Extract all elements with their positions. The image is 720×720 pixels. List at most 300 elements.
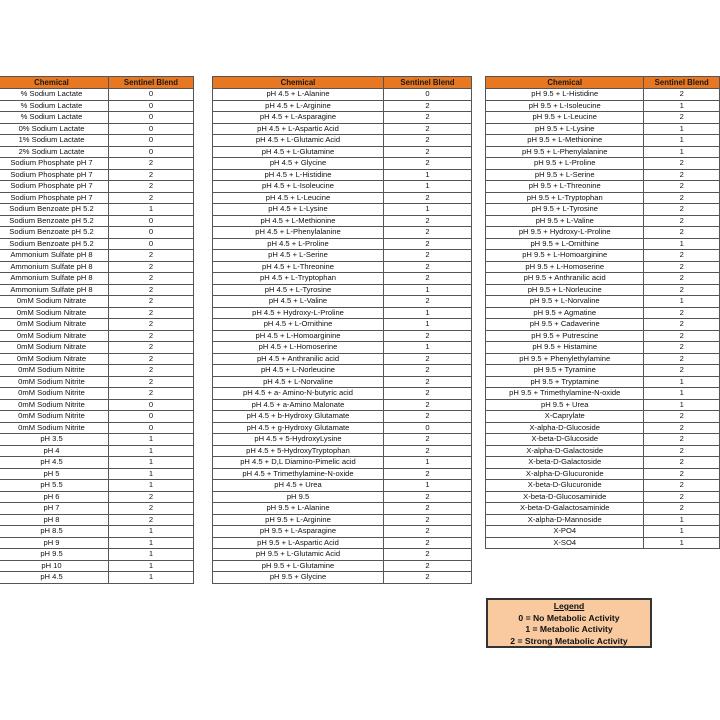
chemical-cell: pH 4.5 + Trimethylamine-N-oxide bbox=[213, 468, 384, 480]
table-row bbox=[213, 411, 472, 423]
sentinel-blend-cell: 2 bbox=[109, 353, 194, 365]
chemical-cell: pH 9.5 + L-Norvaline bbox=[486, 296, 644, 308]
chemical-cell: % Sodium Lactate bbox=[0, 89, 109, 101]
sentinel-blend-cell: 2 bbox=[384, 537, 472, 549]
sentinel-blend-cell: 2 bbox=[384, 468, 472, 480]
sentinel-blend-cell: 2 bbox=[644, 215, 720, 227]
sentinel-blend-cell: 2 bbox=[109, 376, 194, 388]
chemical-cell: pH 4.5 + g-Hydroxy Glutamate bbox=[213, 422, 384, 434]
sentinel-blend-cell: 2 bbox=[109, 503, 194, 515]
chemical-cell: pH 4.5 + Hydroxy-L-Proline bbox=[213, 307, 384, 319]
chemical-cell: pH 4.5 + L-Tryptophan bbox=[213, 273, 384, 285]
chemical-cell: 0mM Sodium Nitrite bbox=[0, 388, 109, 400]
chemical-cell: pH 9.5 + L-Alanine bbox=[213, 503, 384, 515]
chemical-cell: pH 4.5 + L-Valine bbox=[213, 296, 384, 308]
table-row bbox=[213, 422, 472, 434]
sentinel-blend-cell: 2 bbox=[644, 491, 720, 503]
sentinel-blend-cell: 1 bbox=[644, 526, 720, 538]
sentinel-blend-cell: 1 bbox=[644, 238, 720, 250]
chemical-cell: pH 9.5 + Cadaverine bbox=[486, 319, 644, 331]
table-row bbox=[213, 434, 472, 446]
chemical-cell: pH 8 bbox=[0, 514, 109, 526]
table-row bbox=[213, 284, 472, 296]
table-row bbox=[0, 422, 194, 434]
chemical-cell: X-Caprylate bbox=[486, 411, 644, 423]
table-row bbox=[486, 192, 720, 204]
chemical-cell: % Sodium Lactate bbox=[0, 100, 109, 112]
chemical-cell: 0mM Sodium Nitrite bbox=[0, 365, 109, 377]
sentinel-blend-cell: 0 bbox=[109, 411, 194, 423]
sentinel-blend-cell: 2 bbox=[109, 158, 194, 170]
chemical-cell: 0mM Sodium Nitrate bbox=[0, 319, 109, 331]
sentinel-blend-cell: 2 bbox=[384, 514, 472, 526]
sentinel-blend-cell: 0 bbox=[109, 100, 194, 112]
table-row bbox=[486, 238, 720, 250]
chemical-cell: X-beta-D-Glucosaminide bbox=[486, 491, 644, 503]
chemical-cell: X-PO4 bbox=[486, 526, 644, 538]
table-row bbox=[486, 89, 720, 101]
chemical-cell: pH 9.5 + L-Asparagine bbox=[213, 526, 384, 538]
column-header-chemical: Chemical bbox=[213, 77, 384, 89]
table-row bbox=[213, 526, 472, 538]
sentinel-blend-cell: 0 bbox=[109, 112, 194, 124]
table-row bbox=[0, 445, 194, 457]
table-row bbox=[486, 273, 720, 285]
chemical-cell: pH 4.5 + a-Amino Malonate bbox=[213, 399, 384, 411]
chemical-cell: pH 4.5 + Glycine bbox=[213, 158, 384, 170]
sentinel-blend-cell: 2 bbox=[109, 365, 194, 377]
table-row bbox=[486, 468, 720, 480]
table-row bbox=[486, 353, 720, 365]
chemical-cell: pH 4.5 + L-Aspartic Acid bbox=[213, 123, 384, 135]
chemical-cell: 2% Sodium Lactate bbox=[0, 146, 109, 158]
chemical-cell: pH 4.5 + L-Proline bbox=[213, 238, 384, 250]
table-row bbox=[486, 376, 720, 388]
table-row bbox=[486, 215, 720, 227]
table-row bbox=[0, 215, 194, 227]
sentinel-blend-cell: 2 bbox=[384, 123, 472, 135]
sentinel-blend-cell: 2 bbox=[384, 146, 472, 158]
table-row bbox=[213, 146, 472, 158]
table-row bbox=[0, 296, 194, 308]
chemical-cell: Ammonium Sulfate pH 8 bbox=[0, 261, 109, 273]
sentinel-blend-cell: 2 bbox=[109, 388, 194, 400]
chemical-cell: pH 4.5 + L-Ornithine bbox=[213, 319, 384, 331]
sentinel-blend-cell: 1 bbox=[384, 319, 472, 331]
chemical-cell: pH 9.5 bbox=[0, 549, 109, 561]
sentinel-blend-cell: 2 bbox=[644, 112, 720, 124]
table-row bbox=[213, 399, 472, 411]
sentinel-blend-cell: 1 bbox=[644, 135, 720, 147]
sentinel-blend-cell: 1 bbox=[644, 399, 720, 411]
sentinel-blend-cell: 2 bbox=[644, 284, 720, 296]
sentinel-blend-cell: 0 bbox=[109, 123, 194, 135]
column-header-sentinel-blend: Sentinel Blend bbox=[109, 77, 194, 89]
table-row bbox=[0, 89, 194, 101]
chemical-cell: 0mM Sodium Nitrite bbox=[0, 399, 109, 411]
table-row bbox=[213, 537, 472, 549]
sentinel-blend-cell: 2 bbox=[384, 238, 472, 250]
sentinel-blend-cell: 2 bbox=[109, 342, 194, 354]
chemical-cell: X-SO4 bbox=[486, 537, 644, 549]
sentinel-blend-cell: 1 bbox=[384, 284, 472, 296]
sentinel-blend-cell: 0 bbox=[109, 238, 194, 250]
chemical-cell: pH 9 bbox=[0, 537, 109, 549]
table-row bbox=[213, 457, 472, 469]
sentinel-blend-cell: 1 bbox=[109, 537, 194, 549]
sentinel-blend-cell: 2 bbox=[384, 376, 472, 388]
chemical-cell: pH 9.5 + L-Lysine bbox=[486, 123, 644, 135]
chemical-cell: pH 4.5 + L-Isoleucine bbox=[213, 181, 384, 193]
chemical-cell: X-alpha-D-Galactoside bbox=[486, 445, 644, 457]
column-header-chemical: Chemical bbox=[0, 77, 109, 89]
table-row bbox=[213, 319, 472, 331]
sentinel-blend-cell: 1 bbox=[644, 376, 720, 388]
chemical-cell: pH 9.5 + Histamine bbox=[486, 342, 644, 354]
chemical-cell: pH 7 bbox=[0, 503, 109, 515]
sentinel-blend-cell: 0 bbox=[109, 135, 194, 147]
table-row bbox=[213, 238, 472, 250]
chemical-cell: pH 4 bbox=[0, 445, 109, 457]
table-row bbox=[213, 376, 472, 388]
sentinel-blend-cell: 2 bbox=[384, 112, 472, 124]
table-row bbox=[486, 537, 720, 549]
chemical-cell: pH 9.5 + L-Arginine bbox=[213, 514, 384, 526]
chemical-cell: pH 9.5 + L-Proline bbox=[486, 158, 644, 170]
chemical-cell: pH 4.5 + Anthranilic acid bbox=[213, 353, 384, 365]
chemical-cell: X-beta-D-Galactoside bbox=[486, 457, 644, 469]
chemical-table-2 bbox=[212, 76, 472, 584]
chemical-cell: pH 4.5 bbox=[0, 572, 109, 584]
sentinel-blend-cell: 2 bbox=[109, 169, 194, 181]
chemical-cell: pH 9.5 + L-Histidine bbox=[486, 89, 644, 101]
table-row bbox=[213, 480, 472, 492]
chemical-cell: 0mM Sodium Nitrite bbox=[0, 376, 109, 388]
sentinel-blend-cell: 2 bbox=[644, 422, 720, 434]
table-row bbox=[0, 227, 194, 239]
sentinel-blend-cell: 2 bbox=[384, 353, 472, 365]
sentinel-blend-cell: 1 bbox=[384, 457, 472, 469]
sentinel-blend-cell: 2 bbox=[644, 480, 720, 492]
chemical-cell: pH 9.5 + L-Threonine bbox=[486, 181, 644, 193]
sentinel-blend-cell: 2 bbox=[384, 261, 472, 273]
table-row bbox=[486, 169, 720, 181]
sentinel-blend-cell: 2 bbox=[384, 330, 472, 342]
table-row bbox=[213, 158, 472, 170]
chemical-cell: pH 4.5 + L-Leucine bbox=[213, 192, 384, 204]
table-row bbox=[0, 284, 194, 296]
table-row bbox=[0, 330, 194, 342]
sentinel-blend-cell: 2 bbox=[384, 445, 472, 457]
sentinel-blend-cell: 2 bbox=[384, 399, 472, 411]
chemical-cell: pH 4.5 + 5-HydroxyTryptophan bbox=[213, 445, 384, 457]
table-row bbox=[213, 388, 472, 400]
table-row bbox=[0, 560, 194, 572]
column-header-sentinel-blend: Sentinel Blend bbox=[384, 77, 472, 89]
chemical-cell: pH 9.5 + Putrescine bbox=[486, 330, 644, 342]
chemical-cell: pH 4.5 + L-Tyrosine bbox=[213, 284, 384, 296]
table-row bbox=[486, 399, 720, 411]
table-row bbox=[486, 158, 720, 170]
table-row bbox=[213, 169, 472, 181]
sentinel-blend-cell: 2 bbox=[109, 491, 194, 503]
chemical-cell: pH 4.5 + L-Methionine bbox=[213, 215, 384, 227]
sentinel-blend-cell: 2 bbox=[384, 250, 472, 262]
table-row bbox=[213, 215, 472, 227]
table-row bbox=[486, 135, 720, 147]
table-row bbox=[486, 330, 720, 342]
chemical-cell: pH 9.5 + L-Methionine bbox=[486, 135, 644, 147]
sentinel-blend-cell: 1 bbox=[384, 307, 472, 319]
chemical-cell: pH 3.5 bbox=[0, 434, 109, 446]
table-row bbox=[213, 273, 472, 285]
sentinel-blend-cell: 2 bbox=[644, 457, 720, 469]
chemical-cell: pH 9.5 + Anthranilic acid bbox=[486, 273, 644, 285]
sentinel-blend-cell: 2 bbox=[644, 319, 720, 331]
sentinel-blend-cell: 2 bbox=[644, 434, 720, 446]
chemical-table-3 bbox=[485, 76, 720, 549]
table-row bbox=[486, 491, 720, 503]
table-row bbox=[486, 434, 720, 446]
sentinel-blend-cell: 2 bbox=[644, 192, 720, 204]
table-row bbox=[486, 112, 720, 124]
sentinel-blend-cell: 2 bbox=[644, 261, 720, 273]
sentinel-blend-cell: 2 bbox=[384, 158, 472, 170]
chemical-cell: pH 9.5 + L-Serine bbox=[486, 169, 644, 181]
chemical-cell: 1% Sodium Lactate bbox=[0, 135, 109, 147]
table-row bbox=[0, 365, 194, 377]
chemical-cell: pH 4.5 + L-Norleucine bbox=[213, 365, 384, 377]
chemical-cell: pH 9.5 + Phenylethylamine bbox=[486, 353, 644, 365]
table-row bbox=[0, 123, 194, 135]
chemical-cell: X-beta-D-Glucoside bbox=[486, 434, 644, 446]
chemical-cell: pH 9.5 + Tyramine bbox=[486, 365, 644, 377]
sentinel-blend-cell: 2 bbox=[384, 388, 472, 400]
table-row bbox=[486, 307, 720, 319]
chemical-cell: pH 6 bbox=[0, 491, 109, 503]
table-row bbox=[213, 192, 472, 204]
sentinel-blend-cell: 2 bbox=[384, 411, 472, 423]
table-row bbox=[0, 526, 194, 538]
table-row bbox=[486, 388, 720, 400]
chemical-cell: Ammonium Sulfate pH 8 bbox=[0, 250, 109, 262]
sentinel-blend-cell: 1 bbox=[109, 480, 194, 492]
chemical-cell: pH 9.5 + L-Glutamine bbox=[213, 560, 384, 572]
sentinel-blend-cell: 2 bbox=[384, 526, 472, 538]
chemical-cell: X-beta-D-Glucuronide bbox=[486, 480, 644, 492]
chemical-cell: pH 4.5 + 5-HydroxyLysine bbox=[213, 434, 384, 446]
sentinel-blend-cell: 2 bbox=[644, 365, 720, 377]
chemical-cell: pH 9.5 + Glycine bbox=[213, 572, 384, 584]
chemical-cell: Sodium Phosphate pH 7 bbox=[0, 158, 109, 170]
table-row bbox=[0, 434, 194, 446]
chemical-cell: 0% Sodium Lactate bbox=[0, 123, 109, 135]
chemical-cell: pH 4.5 + L-Phenylalanine bbox=[213, 227, 384, 239]
table-row bbox=[0, 399, 194, 411]
chemical-cell: pH 9.5 + L-Isoleucine bbox=[486, 100, 644, 112]
table-row bbox=[213, 330, 472, 342]
table-row bbox=[0, 307, 194, 319]
legend-item-1: 1 = Metabolic Activity bbox=[525, 624, 613, 634]
table-row bbox=[0, 112, 194, 124]
sentinel-blend-cell: 2 bbox=[384, 549, 472, 561]
chemical-cell: pH 9.5 + L-Tyrosine bbox=[486, 204, 644, 216]
table-row bbox=[486, 445, 720, 457]
sentinel-blend-cell: 2 bbox=[644, 250, 720, 262]
sentinel-blend-cell: 1 bbox=[384, 204, 472, 216]
sentinel-blend-cell: 2 bbox=[644, 273, 720, 285]
table-row bbox=[213, 296, 472, 308]
chemical-cell: pH 4.5 + L-Threonine bbox=[213, 261, 384, 273]
table-row bbox=[213, 204, 472, 216]
sentinel-blend-cell: 1 bbox=[644, 388, 720, 400]
chemical-cell: X-alpha-D-Glucoside bbox=[486, 422, 644, 434]
chemical-cell: Sodium Benzoate pH 5.2 bbox=[0, 204, 109, 216]
table-row bbox=[213, 342, 472, 354]
table-row bbox=[0, 204, 194, 216]
chemical-cell: pH 5.5 bbox=[0, 480, 109, 492]
table-row bbox=[0, 537, 194, 549]
chemical-cell: pH 9.5 + L-Phenylalanine bbox=[486, 146, 644, 158]
table-row bbox=[0, 238, 194, 250]
table-row bbox=[213, 227, 472, 239]
sentinel-blend-cell: 2 bbox=[109, 261, 194, 273]
column-header-chemical: Chemical bbox=[486, 77, 644, 89]
table-row bbox=[0, 273, 194, 285]
table-row bbox=[486, 284, 720, 296]
table-row bbox=[213, 123, 472, 135]
table-row bbox=[213, 135, 472, 147]
table-row bbox=[0, 480, 194, 492]
chemical-cell: Sodium Phosphate pH 7 bbox=[0, 169, 109, 181]
legend-box bbox=[486, 598, 652, 648]
chemical-cell: Sodium Phosphate pH 7 bbox=[0, 181, 109, 193]
table-row bbox=[486, 411, 720, 423]
sentinel-blend-cell: 0 bbox=[384, 89, 472, 101]
sentinel-blend-cell: 1 bbox=[109, 572, 194, 584]
table-row bbox=[486, 100, 720, 112]
table-row bbox=[0, 100, 194, 112]
chemical-cell: 0mM Sodium Nitrite bbox=[0, 411, 109, 423]
sentinel-blend-cell: 2 bbox=[644, 330, 720, 342]
chemical-cell: pH 4.5 + L-Serine bbox=[213, 250, 384, 262]
chemical-cell: pH 9.5 + L-Valine bbox=[486, 215, 644, 227]
table-row bbox=[0, 342, 194, 354]
chemical-cell: pH 9.5 + L-Aspartic Acid bbox=[213, 537, 384, 549]
table-row bbox=[486, 181, 720, 193]
legend-item-2: 2 = Strong Metabolic Activity bbox=[510, 635, 628, 646]
sentinel-blend-cell: 1 bbox=[384, 181, 472, 193]
table-row bbox=[213, 261, 472, 273]
sentinel-blend-cell: 1 bbox=[109, 560, 194, 572]
chemical-cell: pH 4.5 + L-Homoarginine bbox=[213, 330, 384, 342]
sentinel-blend-cell: 2 bbox=[109, 330, 194, 342]
table-row bbox=[486, 250, 720, 262]
chemical-cell: pH 9.5 + L-Tryptophan bbox=[486, 192, 644, 204]
sentinel-blend-cell: 1 bbox=[644, 537, 720, 549]
sentinel-blend-cell: 2 bbox=[384, 192, 472, 204]
chemical-cell: pH 4.5 + L-Norvaline bbox=[213, 376, 384, 388]
chemical-cell: pH 9.5 + L-Homoarginine bbox=[486, 250, 644, 262]
chemical-cell: % Sodium Lactate bbox=[0, 112, 109, 124]
chemical-cell: pH 9.5 bbox=[213, 491, 384, 503]
sentinel-blend-cell: 1 bbox=[384, 480, 472, 492]
sentinel-blend-cell: 2 bbox=[109, 514, 194, 526]
table-row bbox=[0, 549, 194, 561]
table-row bbox=[0, 411, 194, 423]
table-row bbox=[213, 560, 472, 572]
sentinel-blend-cell: 0 bbox=[109, 146, 194, 158]
sentinel-blend-cell: 2 bbox=[644, 411, 720, 423]
sentinel-blend-cell: 1 bbox=[109, 526, 194, 538]
sentinel-blend-cell: 2 bbox=[384, 296, 472, 308]
sentinel-blend-cell: 2 bbox=[384, 227, 472, 239]
table-row bbox=[0, 319, 194, 331]
sentinel-blend-cell: 2 bbox=[644, 342, 720, 354]
table-row bbox=[213, 445, 472, 457]
chemical-cell: Ammonium Sulfate pH 8 bbox=[0, 273, 109, 285]
sentinel-blend-cell: 1 bbox=[644, 296, 720, 308]
table-row bbox=[0, 457, 194, 469]
sentinel-blend-cell: 1 bbox=[109, 434, 194, 446]
table-row bbox=[0, 192, 194, 204]
chemical-cell: Sodium Benzoate pH 5.2 bbox=[0, 227, 109, 239]
table-row bbox=[486, 514, 720, 526]
sentinel-blend-cell: 2 bbox=[384, 100, 472, 112]
table-row bbox=[0, 146, 194, 158]
sentinel-blend-cell: 0 bbox=[384, 422, 472, 434]
table-row bbox=[486, 526, 720, 538]
table-row bbox=[0, 135, 194, 147]
chemical-cell: pH 4.5 + L-Arginine bbox=[213, 100, 384, 112]
chemical-cell: pH 4.5 + L-Histidine bbox=[213, 169, 384, 181]
chemical-cell: X-alpha-D-Glucuronide bbox=[486, 468, 644, 480]
sentinel-blend-cell: 1 bbox=[384, 169, 472, 181]
table-row bbox=[213, 468, 472, 480]
sentinel-blend-cell: 2 bbox=[644, 227, 720, 239]
table-row bbox=[0, 572, 194, 584]
chemical-cell: Ammonium Sulfate pH 8 bbox=[0, 284, 109, 296]
sentinel-blend-cell: 2 bbox=[644, 89, 720, 101]
table-row bbox=[486, 480, 720, 492]
sentinel-blend-cell: 1 bbox=[384, 342, 472, 354]
table-row bbox=[0, 181, 194, 193]
chemical-cell: Sodium Phosphate pH 7 bbox=[0, 192, 109, 204]
chemical-cell: pH 9.5 + Hydroxy-L-Proline bbox=[486, 227, 644, 239]
chemical-cell: pH 5 bbox=[0, 468, 109, 480]
sentinel-blend-cell: 2 bbox=[644, 204, 720, 216]
sentinel-blend-cell: 1 bbox=[109, 468, 194, 480]
table-row bbox=[0, 468, 194, 480]
sentinel-blend-cell: 2 bbox=[644, 468, 720, 480]
sentinel-blend-cell: 2 bbox=[109, 192, 194, 204]
sentinel-blend-cell: 2 bbox=[109, 319, 194, 331]
chemical-cell: X-alpha-D-Mannoside bbox=[486, 514, 644, 526]
chemical-cell: pH 9.5 + Urea bbox=[486, 399, 644, 411]
sentinel-blend-cell: 2 bbox=[109, 296, 194, 308]
table-row bbox=[0, 491, 194, 503]
table-row bbox=[0, 503, 194, 515]
table-row bbox=[486, 146, 720, 158]
table-row bbox=[486, 204, 720, 216]
sentinel-blend-cell: 0 bbox=[109, 227, 194, 239]
chemical-cell: pH 9.5 + L-Homoserine bbox=[486, 261, 644, 273]
table-row bbox=[213, 307, 472, 319]
sentinel-blend-cell: 2 bbox=[384, 503, 472, 515]
sentinel-blend-cell: 1 bbox=[644, 100, 720, 112]
sentinel-blend-cell: 0 bbox=[109, 89, 194, 101]
chemical-cell: 0mM Sodium Nitrite bbox=[0, 422, 109, 434]
